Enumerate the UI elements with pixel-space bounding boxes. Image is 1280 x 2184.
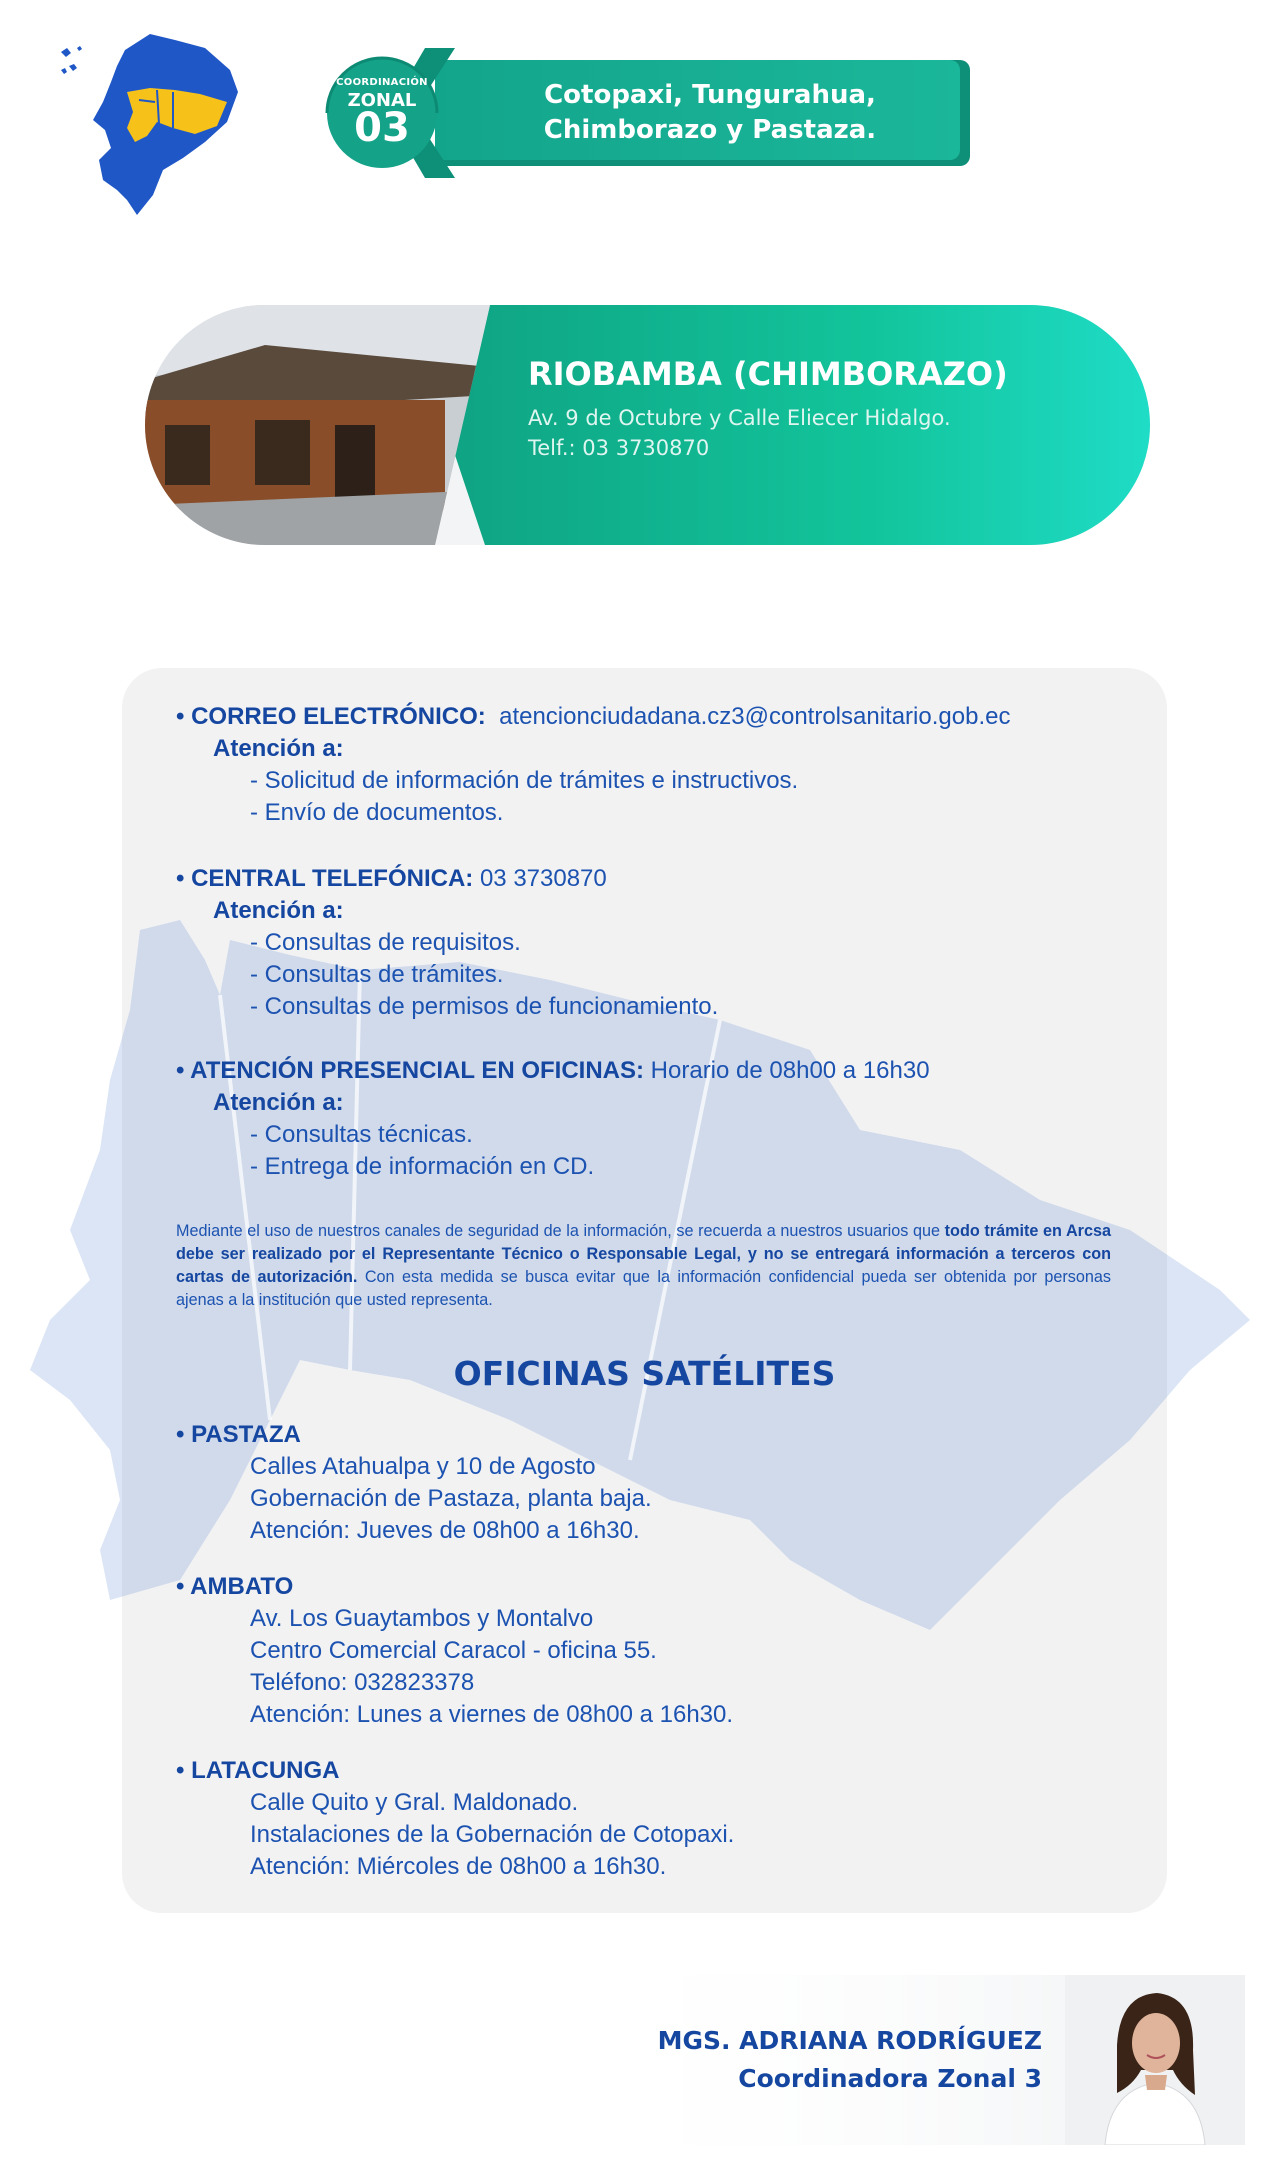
badge-zonal-label: ZONAL [347,90,417,111]
satellite-offices-title: OFICINAS SATÉLITES [453,1354,836,1393]
security-notice [176,1220,1111,1312]
satellite-line: Av. Los Guaytambos y Montalvo [250,1605,594,1632]
office-title: RIOBAMBA (CHIMBORAZO) [528,355,1008,393]
email-label: • CORREO ELECTRÓNICO: [176,703,486,730]
in-person-item: - Entrega de información en CD. [250,1153,595,1180]
ecuador-map-icon [55,30,255,220]
in-person-label: • ATENCIÓN PRESENCIAL EN OFICINAS: [176,1057,644,1084]
email-item: - Envío de documentos. [250,799,504,826]
email-channel [176,703,1010,731]
badge-number: 03 [354,105,410,151]
satellite-line: Gobernación de Pastaza, planta baja. [250,1485,652,1512]
phone-item: - Consultas de trámites. [250,961,504,988]
in-person-hours: Horario de 08h00 a 16h30 [650,1057,930,1084]
regions-line-1: Cotopaxi, Tungurahua, [544,80,876,110]
phone-number[interactable]: 03 3730870 [479,865,607,892]
phone-attention-label: Atención a: [213,897,344,924]
satellite-line: Centro Comercial Caracol - oficina 55. [250,1637,657,1664]
satellite-line: Instalaciones de la Gobernación de Cotopaxi. [250,1821,735,1848]
satellite-line: Teléfono: 032823378 [250,1669,475,1696]
satellite-line: Atención: Lunes a viernes de 08h00 a 16h30. [250,1701,734,1728]
email-attention-label: Atención a: [213,735,344,762]
signatory-role: Coordinadora Zonal 3 [738,2064,1042,2093]
office-phone: Telf.: 03 3730870 [528,436,710,460]
badge-small-label: COORDINACIÓN [336,77,428,88]
notice-bold: todo trámite en Arcsa debe ser realizado por el Representante Técnico o Responsable Legal, y no se entregará información a terceros con cartas de autorización. [176,1222,1111,1286]
satellite-name-latacunga: • LATACUNGA [176,1757,340,1784]
phone-channel [176,865,607,893]
satellite-name-pastaza: • PASTAZA [176,1421,301,1448]
notice-text: Mediante el uso de nuestros canales de seguridad de la información, se recuerda a nuestros usuarios que [176,1222,945,1240]
signatory-name: MGS. ADRIANA RODRÍGUEZ [657,2026,1042,2055]
satellite-line: Calles Atahualpa y 10 de Agosto [250,1453,596,1480]
satellite-line: Calle Quito y Gral. Maldonado. [250,1789,579,1816]
satellite-line: Atención: Miércoles de 08h00 a 16h30. [250,1853,667,1880]
email-link[interactable]: atencionciudadana.cz3@controlsanitario.gob.ec [499,703,1011,730]
office-building-photo [145,305,490,545]
in-person-channel [176,1057,930,1085]
coordinator-portrait [1065,1975,1245,2145]
notice-text: Con esta medida se busca evitar que la información confidencial pueda ser obtenida por personas ajenas a la institución que usted representa. [176,1268,1111,1309]
in-person-item: - Consultas técnicas. [250,1121,473,1148]
phone-label: • CENTRAL TELEFÓNICA: [176,865,474,892]
email-item: - Solicitud de información de trámites e instructivos. [250,767,799,794]
phone-item: - Consultas de permisos de funcionamiento. [250,993,719,1020]
in-person-attention-label: Atención a: [213,1089,344,1116]
satellite-name-ambato: • AMBATO [176,1573,294,1600]
satellite-line: Atención: Jueves de 08h00 a 16h30. [250,1517,640,1544]
regions-line-2: Chimborazo y Pastaza. [543,115,877,145]
office-address: Av. 9 de Octubre y Calle Eliecer Hidalgo. [528,406,951,430]
phone-item: - Consultas de requisitos. [250,929,521,956]
